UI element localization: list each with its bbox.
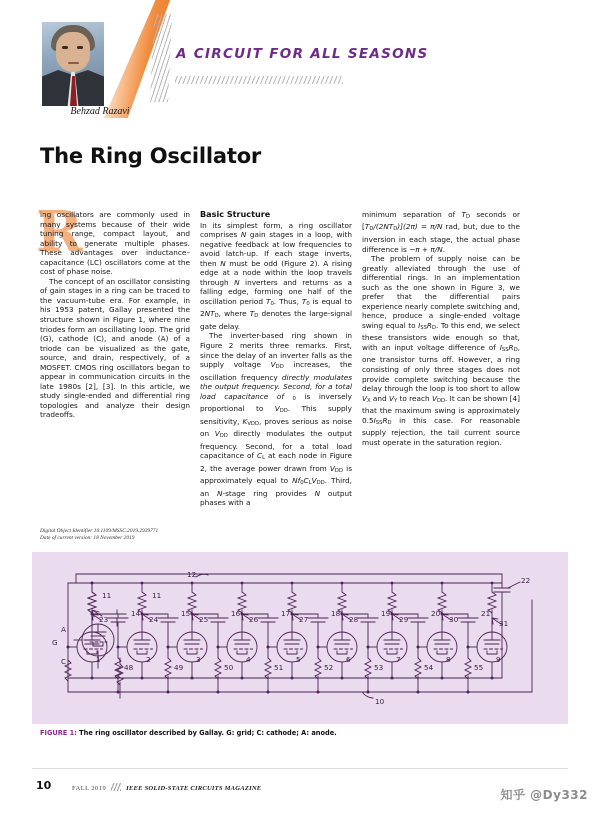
paragraph <box>362 210 520 254</box>
t: N <box>220 258 226 268</box>
date-line: Date of current version: 18 November 2019 <box>40 535 135 542</box>
label-tube-2: 2 <box>146 655 151 664</box>
label-feedback-cap: 22 <box>521 576 531 585</box>
t: The inverter-based ring shown in Figure 2 merits three remarks. First, since the delay of an inverter falls as the supply voltage <box>200 331 352 370</box>
t: 0 <box>306 300 310 307</box>
t: N <box>314 488 321 498</box>
issue-label: FALL 2019 <box>72 785 107 792</box>
label-res-48: 48 <box>124 663 134 672</box>
t: N <box>217 488 223 498</box>
t: . Third, an <box>200 476 352 498</box>
section-heading: Basic Structure <box>200 209 271 219</box>
t: V <box>214 429 220 439</box>
label-cap-20: 20 <box>431 609 441 618</box>
t: L <box>262 455 266 462</box>
label-res-55: 55 <box>474 663 484 672</box>
label-cap-14: 14 <box>131 609 141 618</box>
label-cap-21: 21 <box>481 609 491 618</box>
t: gain stages in a loop, with negative feedback at low frequencies to avoid latch-up. If each stage inverts, then <box>200 230 352 268</box>
t: D <box>513 346 518 353</box>
label-cathode: C <box>61 657 67 666</box>
t: K <box>242 416 248 426</box>
t: V <box>274 404 280 414</box>
t: D <box>254 313 259 320</box>
t: 0 <box>292 395 296 402</box>
t: X <box>367 397 371 404</box>
label-grid-27: 27 <box>299 615 309 624</box>
page-number: 10 <box>36 779 52 792</box>
t: is inversely proportional to <box>200 391 352 414</box>
t: V <box>431 393 437 403</box>
t: -stage ring provides <box>222 488 315 498</box>
t: DD <box>219 433 228 440</box>
t: C <box>257 451 263 461</box>
label-cap-15: 15 <box>181 609 191 618</box>
label-grid-26: 26 <box>249 615 259 624</box>
photo-face <box>56 32 90 72</box>
t: 0 <box>270 300 274 307</box>
label-top-rail: 12 <box>187 570 197 579</box>
t: D <box>214 313 219 320</box>
author-byline: Behzad Razavi <box>70 106 130 117</box>
figure-1 <box>32 552 568 724</box>
paragraph <box>200 221 352 332</box>
t: D <box>432 324 437 331</box>
t: D <box>369 226 374 233</box>
label-res-49: 49 <box>174 663 184 672</box>
t: seconds or [ <box>362 210 520 232</box>
ring-oscillator-schematic <box>32 552 568 724</box>
article-body <box>36 199 560 540</box>
label-tube-7: 7 <box>396 655 401 664</box>
t: at each node in Figure 2, the average power drawn from <box>200 451 352 473</box>
label-res-52: 52 <box>324 663 334 672</box>
label-res-53: 53 <box>374 663 384 672</box>
label-grid: G <box>52 638 58 647</box>
photo-eye-left <box>62 46 68 49</box>
t: D <box>393 226 398 233</box>
ieee-logo-icon <box>111 783 121 791</box>
t: NT <box>204 309 215 319</box>
t: directly modulates the output frequency. Second, for a total load capacitance of <box>200 429 352 461</box>
t: R <box>426 320 432 330</box>
t: SS <box>501 346 509 353</box>
label-plate-resistor-2: 11 <box>152 591 162 600</box>
t: , where <box>218 309 250 319</box>
label-grid-29: 29 <box>399 615 409 624</box>
watermark-text: 知乎 @Dy332 <box>500 788 588 802</box>
column-series-title: A CIRCUIT FOR ALL SEASONS <box>176 46 429 62</box>
t: output phases with a <box>200 488 352 508</box>
label-res-50: 50 <box>224 663 234 672</box>
journal-name: IEEE SOLID-STATE CIRCUITS MAGAZINE <box>126 785 262 792</box>
doi-line: Digital Object Identifier 10.1109/MSSC.2019.2939771 <box>40 528 159 534</box>
t: V <box>388 393 394 403</box>
t: Nf <box>292 476 301 486</box>
label-plate-resistor-1: 11 <box>102 591 112 600</box>
t: /(2NT <box>373 222 394 232</box>
t: I <box>418 320 421 330</box>
paragraph <box>40 210 190 277</box>
t: must be odd (Figure 2). A rising edge at a node within the loop travels through <box>200 258 352 287</box>
label-tube-6: 6 <box>346 655 351 664</box>
t: DD <box>436 397 446 404</box>
column-1 <box>36 199 190 420</box>
t: directly modulates the output frequency. Second, for a total load capacitance of <box>200 372 352 401</box>
paragraph-text: ing oscillators are commonly used in many systems because of their wide tuning range, compact layout, and ability to generate multiple phases. These advantages over inductance–capacitance (LC) oscillators come at the cost of phase noise. <box>40 210 190 277</box>
t: V <box>329 463 335 473</box>
t: T <box>461 210 466 219</box>
paragraph <box>362 254 520 447</box>
t: V <box>270 360 276 370</box>
t: −π + π/N <box>409 244 443 254</box>
footer-divider <box>32 768 568 769</box>
figure-caption-text: The ring oscillator described by Gallay. G: grid; C: cathode; A: anode. <box>76 729 337 737</box>
t: rad, but, due to the inversion in each stage, the actual phase difference is <box>362 222 520 254</box>
t: . <box>442 244 446 254</box>
paragraph <box>200 331 352 507</box>
t: R <box>508 342 514 352</box>
label-grid-23: 23 <box>99 615 109 624</box>
label-grid-24: 24 <box>149 615 159 624</box>
t: denotes the large-signal gate delay. <box>200 309 352 331</box>
label-tube-4: 4 <box>246 655 251 664</box>
label-grid-31: 31 <box>499 619 509 628</box>
t: to reach <box>397 393 432 403</box>
t: DD <box>275 364 284 371</box>
t: )](2π) = π/N <box>397 222 443 232</box>
masthead <box>0 0 600 118</box>
t: T <box>265 296 271 306</box>
t: DD <box>316 480 325 487</box>
t: L <box>308 480 312 487</box>
label-tube-8: 8 <box>446 655 451 664</box>
column-3 <box>362 210 520 447</box>
t: T <box>249 309 255 319</box>
label-grid-30: 30 <box>449 615 459 624</box>
figure-caption <box>40 729 560 738</box>
t: The problem of supply noise can be greatly alleviated through the use of differential rings. In an implementation such as the one shown in Figure 3, we prefer that the differential pairs experience nearly complete switching and, hence, produce a single-ended voltage swing equal to <box>362 254 520 330</box>
t: 0 <box>300 480 304 487</box>
article-title: The Ring Oscillator <box>40 144 262 168</box>
label-cap-19: 19 <box>381 609 391 618</box>
photo-mouth <box>68 62 79 64</box>
t: minimum separation of <box>362 210 462 219</box>
t: and <box>370 393 389 403</box>
label-bottom-rail: 10 <box>375 697 385 706</box>
t: In its simplest form, a ring oscillator comprises <box>200 220 352 240</box>
t: SS <box>420 324 427 331</box>
t: , proves serious as noise on <box>200 416 352 439</box>
t: DD <box>279 408 288 415</box>
label-res-54: 54 <box>424 663 434 672</box>
t: DD <box>334 467 344 474</box>
footer-line <box>72 783 261 792</box>
label-tube-3: 3 <box>196 655 201 664</box>
t: . It can be shown [4] that the maximum swing is approximately 0.5 <box>362 393 521 425</box>
t: . Thus, <box>273 296 302 306</box>
t: V <box>362 393 367 403</box>
label-cap-17: 17 <box>281 609 291 618</box>
watermark <box>500 786 588 803</box>
t: . To this end, we select these transistors wide enough so that, with an input voltage difference of <box>362 320 520 352</box>
t: Y <box>393 397 398 404</box>
author-photo <box>42 22 104 106</box>
hatch-underline-graphic <box>175 76 343 84</box>
t: inverters and returns as a falling edge, forming one half of the oscillation period <box>200 277 352 306</box>
t: is equal to 2 <box>200 296 352 319</box>
t: I <box>499 342 502 352</box>
label-anode: A <box>61 625 66 634</box>
t: R <box>382 415 388 425</box>
label-tube-9: 9 <box>496 655 501 664</box>
t: N <box>240 230 247 240</box>
t: V <box>311 476 317 486</box>
paragraph-text: The concept of an oscillator consisting of gain stages in a ring can be traced to the vacuum-tube era. For example, in his 1953 patent, Gallay presented the structure shown in Figure 1, where nine triodes form an oscillating loop. The grid (G), cathode (C), and anode (A) of a triode can be visualized as the gate, source, and drain, respectively, of a MOSFET. CMOS ring oscillators began to appear in communication circuits in the late 1980s [2], [3]. In this article, we study single-ended and differential ring topologies and analyze their design tradeoffs. <box>40 276 190 420</box>
label-tube-1: 1 <box>96 655 101 664</box>
t: N <box>234 277 240 287</box>
label-grid-28: 28 <box>349 615 359 624</box>
column-2 <box>200 210 352 508</box>
label-cap-18: 18 <box>331 609 341 618</box>
label-res-51: 51 <box>274 663 284 672</box>
t: D <box>465 213 471 220</box>
t: T <box>301 296 307 306</box>
t: I <box>373 415 376 425</box>
t: increases, the oscillation frequency <box>200 360 352 382</box>
t: VDD <box>247 420 260 427</box>
label-grid-25: 25 <box>199 615 209 624</box>
figure-caption-lead: FIGURE 1: <box>40 729 77 737</box>
t: SS <box>375 419 383 426</box>
label-cap-16: 16 <box>231 609 241 618</box>
paragraph <box>40 277 190 420</box>
photo-eye-right <box>77 46 83 49</box>
t: . This supply sensitivity, <box>200 404 352 426</box>
doi-block <box>40 528 200 543</box>
drop-cap: R <box>36 199 83 265</box>
t: D <box>387 419 392 426</box>
t: is approximately equal to <box>200 463 352 486</box>
label-tube-5: 5 <box>296 655 301 664</box>
t: C <box>303 476 309 486</box>
t: in this case. For reasonable supply rejection, the tail current source must operate in the saturation region. <box>362 415 520 447</box>
t: , one transistor turns off. However, a ring consisting of only three stages does not provide complete switching because the delay through the loop is too short to allow <box>362 342 520 394</box>
t: T <box>364 222 370 232</box>
